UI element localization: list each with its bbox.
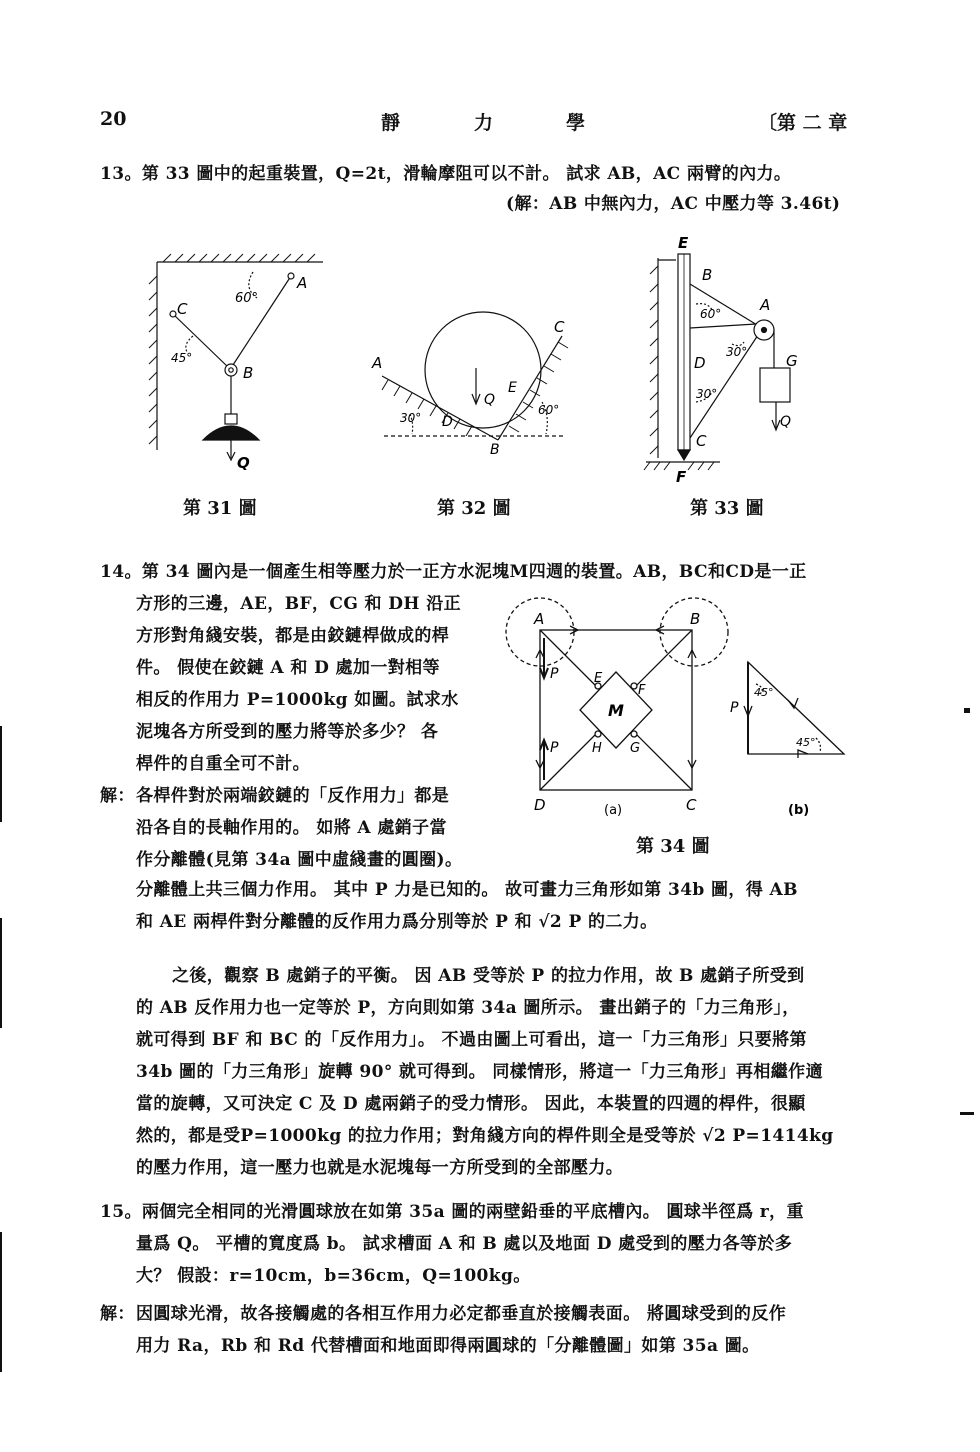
fig31-label-q: Q — [237, 454, 250, 472]
paragraph-2-line: 之後，觀察 B 處銷子的平衡。 因 AB 受等於 P 的拉力作用，故 B 處銷子所受到 — [172, 966, 805, 986]
paragraph-2-line: 然的，都是受P=1000kg 的拉力作用；對角綫方向的桿件則全是受等於 √2 P=1414kg — [136, 1126, 834, 1146]
fig32-label-c: C — [554, 318, 565, 336]
problem-13-answer: (解：AB 中無內力，AC 中壓力等 3.46t) — [506, 194, 841, 214]
fig34-sub-b: (b) — [788, 803, 810, 818]
problem-14-continuation — [136, 874, 798, 938]
problem-14-line: 泥塊各方所受到的壓力將等於多少？ 各 — [136, 722, 439, 742]
problem-14-intro: 14。第 34 圖內是一個產生相等壓力於一正方水泥塊M四週的裝置。AB，BC和CD是一正 — [100, 562, 807, 582]
scan-margin-mark — [0, 918, 2, 1028]
fig34-sub-a: (a) — [604, 803, 623, 818]
problem-14-text-block — [136, 588, 461, 780]
fig32-label-q: Q — [484, 392, 496, 408]
fig34-angle-45a: 45° — [754, 686, 774, 699]
paragraph-2-line: 當的旋轉，又可決定 C 及 D 處兩銷子的受力情形。 因此，本裝置的四週的桿件，很顯 — [136, 1094, 806, 1114]
scan-margin-mark — [960, 1112, 974, 1115]
chapter-label: 〔第 二 章 — [758, 112, 848, 134]
page-number: 20 — [100, 108, 127, 130]
problem-15-solution-label: 解： — [100, 1304, 135, 1324]
scan-margin-mark — [964, 708, 970, 713]
figure-32-caption: 第 32 圖 — [437, 498, 511, 519]
fig31-angle-60: 60° — [235, 291, 259, 306]
fig33-label-g: G — [786, 352, 798, 370]
fig33-label-c: C — [696, 432, 707, 450]
figure-33-caption: 第 33 圖 — [690, 498, 764, 519]
paragraph-2-line: 的 AB 反作用力也一定等於 P，方向則如第 34a 圖所示。 畫出銷子的「力三角形」， — [136, 998, 800, 1018]
fig34-angle-45b: 45° — [796, 736, 816, 749]
fig33-angle-30b: 30° — [696, 387, 718, 401]
fig33-label-a: A — [760, 296, 771, 314]
fig33-label-e: E — [678, 234, 689, 252]
figure-31 — [145, 252, 335, 484]
fig34-label-h: H — [592, 741, 602, 756]
problem-14-line: 方形對角綫安裝，都是由鉸鏈桿做成的桿 — [136, 626, 450, 646]
problem-14-line: 方形的三邊，AE，BF，CG 和 DH 沿正 — [136, 594, 461, 614]
problem-14-line: 相反的作用力 P=1000kg 如圖。試求水 — [136, 690, 459, 710]
figure-32 — [370, 310, 575, 460]
fig32-angle-30: 30° — [400, 411, 422, 425]
fig34-label-c: C — [686, 796, 697, 814]
problem-15-line: 量爲 Q。 平槽的寬度爲 b。 試求槽面 A 和 B 處以及地面 D 處受到的壓力各等於多 — [136, 1234, 793, 1254]
fig31-label-c: C — [177, 300, 188, 318]
problem-15 — [100, 1196, 804, 1292]
problem-14-solution-block — [136, 780, 462, 876]
fig33-angle-60: 60° — [700, 307, 722, 321]
fig34-label-a: A — [534, 610, 545, 628]
fig34-label-g: G — [630, 741, 641, 756]
paragraph-2-line: 就可得到 BF 和 BC 的「反作用力」。 不過由圖上可看出，這一「力三角形」只要將第 — [136, 1030, 807, 1050]
header-title-char-1: 靜 — [381, 112, 401, 134]
fig33-label-b: B — [702, 266, 713, 284]
fig32-label-a: A — [372, 354, 383, 372]
figure-34-caption: 第 34 圖 — [636, 836, 710, 857]
fig34-label-p2: P — [550, 740, 559, 756]
problem-14-solution-line: 各桿件對於兩端鉸鏈的「反作用力」都是 — [136, 786, 450, 806]
figure-34 — [498, 592, 858, 856]
fig33-label-d: D — [694, 354, 706, 372]
fig32-label-b: B — [490, 442, 500, 458]
fig34-label-b: B — [690, 610, 701, 628]
problem-15-solution-line: 因圓球光滑，故各接觸處的各相互作用力必定都垂直於接觸表面。 將圓球受到的反作 — [136, 1304, 787, 1324]
fig33-angle-30a: 30° — [726, 345, 748, 359]
header-title-char-2: 力 — [474, 112, 494, 134]
fig34-label-d: D — [534, 796, 546, 814]
problem-14-solution-line: 沿各自的長軸作用的。 如將 A 處銷子當 — [136, 818, 447, 838]
problem-15-solution-line: 用力 Ra，Rb 和 Rd 代替槽面和地面即得兩圓球的「分離體圖」如第 35a 圖。 — [136, 1336, 760, 1356]
fig34-label-p1: P — [550, 666, 559, 682]
problem-14-full-line: 和 AE 兩桿件對分離體的反作用力爲分別等於 P 和 √2 P 的二力。 — [136, 912, 658, 932]
problem-15-line: 15。兩個完全相同的光滑圓球放在如第 35a 圖的兩壁鉛垂的平底槽內。 圓球半徑爲 r，重 — [100, 1202, 804, 1222]
fig34-label-p3: P — [730, 700, 739, 716]
fig32-label-d: D — [442, 414, 453, 430]
header-title-char-3: 學 — [566, 112, 586, 134]
fig33-label-f: F — [676, 468, 687, 486]
problem-13-text: 13。第 33 圖中的起重裝置，Q=2t，滑輪摩阻可以不計。 試求 AB，AC 兩臂的內力。 — [100, 164, 792, 184]
fig31-label-b: B — [243, 364, 254, 382]
problem-14-paragraph-2 — [136, 960, 834, 1184]
paragraph-2-line: 的壓力作用，這一壓力也就是水泥塊每一方所受到的全部壓力。 — [136, 1158, 624, 1178]
problem-14-line: 件。 假使在鉸鏈 A 和 D 處加一對相等 — [136, 658, 440, 678]
scan-margin-mark — [0, 1232, 2, 1372]
problem-15-solution — [136, 1298, 786, 1362]
problem-14-solution-line: 作分離體(見第 34a 圖中虛綫畫的圓圈)。 — [136, 850, 463, 870]
problem-14-line: 桿件的自重全可不計。 — [136, 754, 310, 774]
fig31-angle-45: 45° — [171, 351, 193, 365]
problem-14-full-line: 分離體上共三個力作用。 其中 P 力是已知的。 故可畫力三角形如第 34b 圖，得 AB — [136, 880, 798, 900]
fig34-label-e: E — [594, 671, 603, 686]
figure-33 — [636, 232, 816, 486]
problem-15-line: 大？ 假設：r=10cm，b=36cm，Q=100kg。 — [136, 1266, 531, 1286]
fig32-angle-60: 60° — [538, 403, 560, 417]
fig32-label-e: E — [508, 380, 517, 396]
figure-31-caption: 第 31 圖 — [183, 498, 257, 519]
fig34-label-m: M — [608, 701, 624, 720]
fig34-label-f: F — [638, 683, 646, 698]
fig33-label-q: Q — [780, 414, 792, 430]
paragraph-2-line: 34b 圖的「力三角形」旋轉 90° 就可得到。 同樣情形，將這一「力三角形」再相繼作適 — [136, 1062, 823, 1082]
scan-margin-mark — [0, 726, 2, 822]
problem-14-solution-label: 解： — [100, 786, 135, 806]
fig31-label-a: A — [297, 274, 308, 292]
